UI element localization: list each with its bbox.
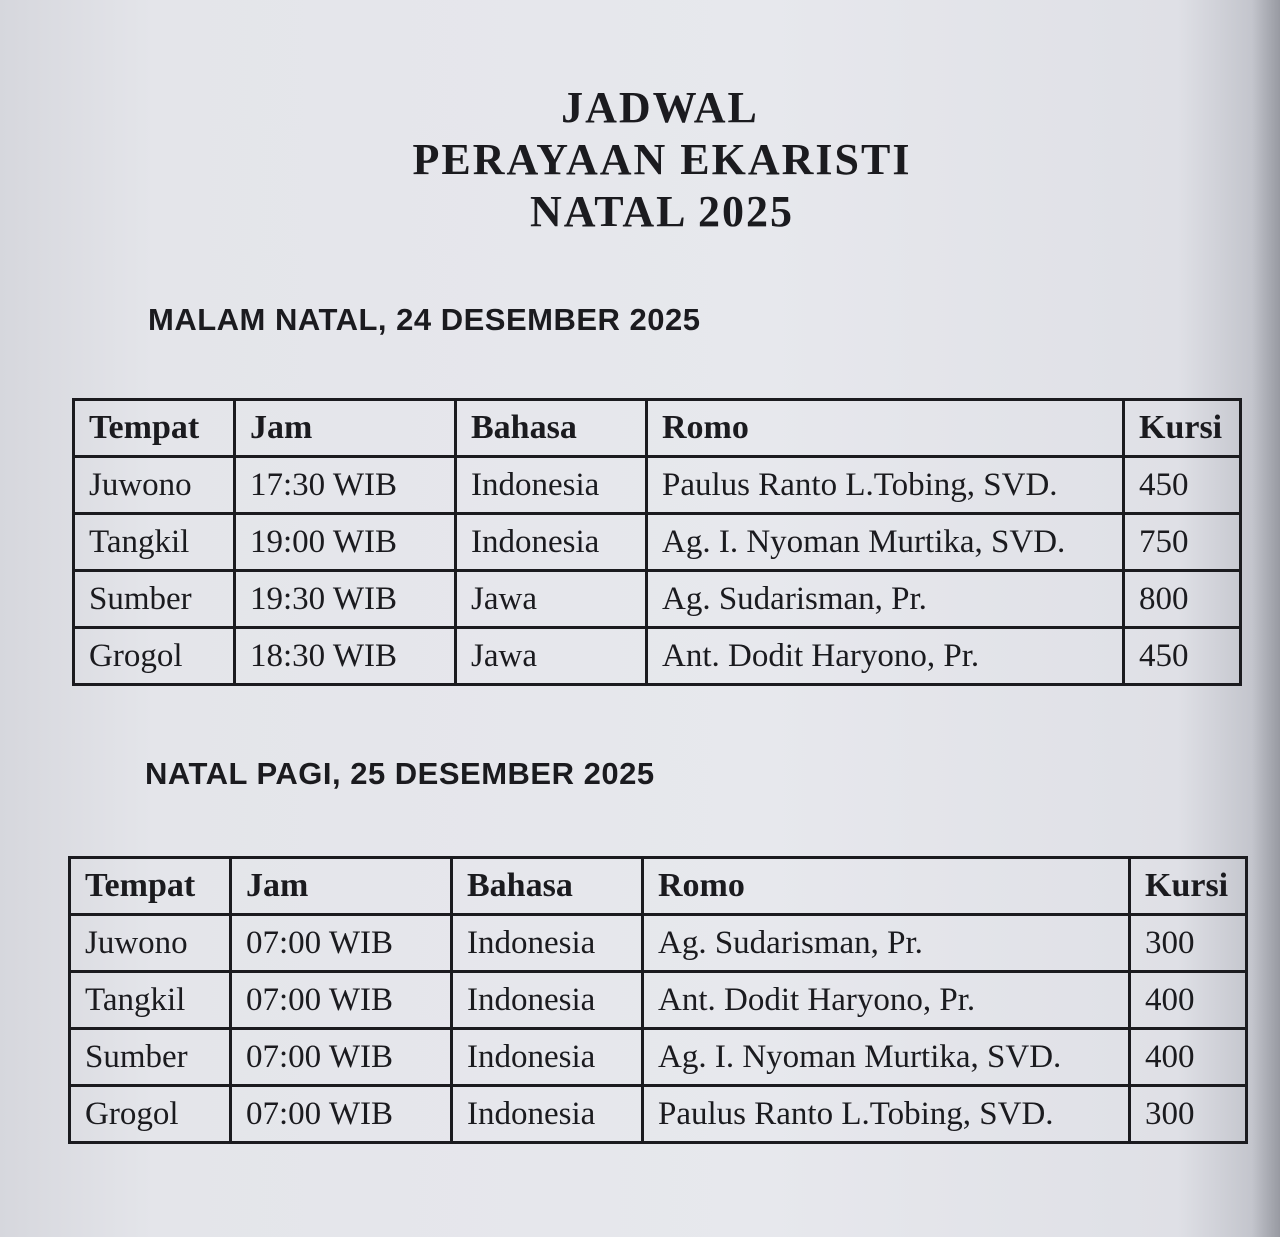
table-row	[74, 514, 1241, 571]
cell-bahasa: Indonesia	[452, 1029, 643, 1086]
table-row	[70, 1086, 1247, 1143]
cell-tempat: Juwono	[74, 457, 235, 514]
table-row	[74, 628, 1241, 685]
cell-romo: Ag. I. Nyoman Murtika, SVD.	[643, 1029, 1130, 1086]
cell-romo: Paulus Ranto L.Tobing, SVD.	[647, 457, 1124, 514]
table-row	[74, 457, 1241, 514]
cell-bahasa: Indonesia	[456, 514, 647, 571]
column-header-bahasa: Bahasa	[452, 858, 643, 915]
cell-romo: Paulus Ranto L.Tobing, SVD.	[643, 1086, 1130, 1143]
cell-bahasa: Indonesia	[452, 972, 643, 1029]
cell-tempat: Sumber	[70, 1029, 231, 1086]
table-row	[74, 571, 1241, 628]
cell-kursi: 400	[1130, 1029, 1247, 1086]
column-header-tempat: Tempat	[74, 400, 235, 457]
cell-romo: Ant. Dodit Haryono, Pr.	[647, 628, 1124, 685]
cell-kursi: 800	[1124, 571, 1241, 628]
cell-kursi: 450	[1124, 628, 1241, 685]
cell-romo: Ag. I. Nyoman Murtika, SVD.	[647, 514, 1124, 571]
cell-romo: Ant. Dodit Haryono, Pr.	[643, 972, 1130, 1029]
cell-jam: 07:00 WIB	[231, 1029, 452, 1086]
cell-bahasa: Indonesia	[452, 1086, 643, 1143]
cell-jam: 18:30 WIB	[235, 628, 456, 685]
table-header-row	[70, 858, 1247, 915]
cell-romo: Ag. Sudarisman, Pr.	[643, 915, 1130, 972]
cell-tempat: Grogol	[70, 1086, 231, 1143]
column-header-jam: Jam	[231, 858, 452, 915]
cell-jam: 19:30 WIB	[235, 571, 456, 628]
table-row	[70, 972, 1247, 1029]
cell-tempat: Grogol	[74, 628, 235, 685]
cell-bahasa: Indonesia	[452, 915, 643, 972]
document-title-line-2: PERAYAAN EKARISTI	[412, 135, 912, 184]
section-heading-natal-pagi: NATAL PAGI, 25 DESEMBER 2025	[145, 756, 655, 791]
cell-bahasa: Jawa	[456, 628, 647, 685]
cell-kursi: 450	[1124, 457, 1241, 514]
column-header-romo: Romo	[647, 400, 1124, 457]
cell-jam: 19:00 WIB	[235, 514, 456, 571]
cell-jam: 17:30 WIB	[235, 457, 456, 514]
table-header-row	[74, 400, 1241, 457]
cell-kursi: 750	[1124, 514, 1241, 571]
cell-jam: 07:00 WIB	[231, 1086, 452, 1143]
schedule-table-natal-pagi	[68, 856, 1248, 1144]
column-header-tempat: Tempat	[70, 858, 231, 915]
section-heading-malam-natal: MALAM NATAL, 24 DESEMBER 2025	[148, 302, 701, 337]
column-header-kursi: Kursi	[1130, 858, 1247, 915]
document-title-line-3: NATAL 2025	[529, 187, 795, 236]
cell-jam: 07:00 WIB	[231, 915, 452, 972]
cell-kursi: 400	[1130, 972, 1247, 1029]
cell-tempat: Juwono	[70, 915, 231, 972]
cell-kursi: 300	[1130, 1086, 1247, 1143]
schedule-table-malam-natal	[72, 398, 1242, 686]
cell-bahasa: Indonesia	[456, 457, 647, 514]
cell-jam: 07:00 WIB	[231, 972, 452, 1029]
cell-bahasa: Jawa	[456, 571, 647, 628]
column-header-romo: Romo	[643, 858, 1130, 915]
column-header-bahasa: Bahasa	[456, 400, 647, 457]
column-header-jam: Jam	[235, 400, 456, 457]
cell-kursi: 300	[1130, 915, 1247, 972]
column-header-kursi: Kursi	[1124, 400, 1241, 457]
cell-romo: Ag. Sudarisman, Pr.	[647, 571, 1124, 628]
table-row	[70, 1029, 1247, 1086]
table-row	[70, 915, 1247, 972]
document-title-line-1: JADWAL	[561, 83, 759, 132]
cell-tempat: Sumber	[74, 571, 235, 628]
cell-tempat: Tangkil	[70, 972, 231, 1029]
cell-tempat: Tangkil	[74, 514, 235, 571]
